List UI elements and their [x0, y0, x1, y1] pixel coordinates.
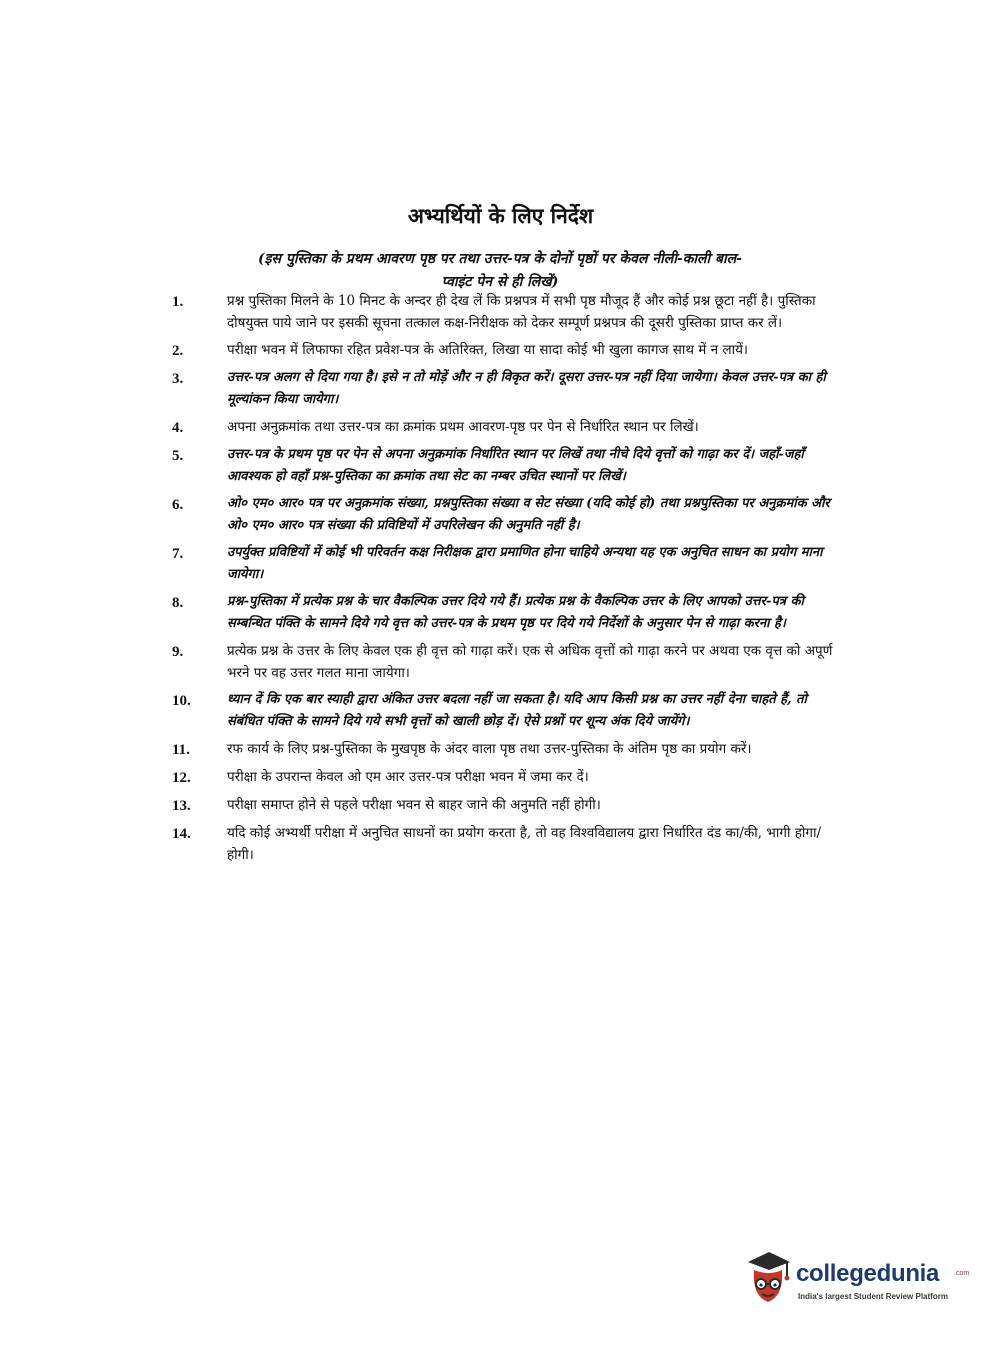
instruction-item: [172, 794, 842, 817]
page-subtitle: (इस पुस्तिका के प्रथम आवरण पृष्ठ पर तथा उत्तर-पत्र के दोनों पृष्ठों पर केवल नीली-काली बाल-प्वाइंट पेन से ही लिखें): [258, 251, 742, 290]
instruction-item: [172, 689, 842, 733]
instruction-text: ओ० एम० आर० पत्र पर अनुक्रमांक संख्या, प्रश्नपुस्तिका संख्या व सेट संख्या (यदि कोई हो) तथा प्रश्नपुस्तिका पर अनुक्रमांक और ओ० एम० आर० पत्र संख्या की प्रविष्टियों में उपरिलेखन की अनुमति नहीं है।: [227, 496, 830, 533]
instruction-number: 8.: [172, 595, 184, 611]
instruction-item: [172, 542, 842, 586]
instruction-text: परीक्षा समाप्त होने से पहले परीक्षा भवन से बाहर जाने की अनुमति नहीं होगी।: [227, 797, 601, 813]
instruction-item: [172, 416, 842, 439]
instruction-number: 7.: [172, 546, 184, 562]
watermark-tagline: India's largest Student Review Platform: [798, 1292, 948, 1301]
instruction-number: 12.: [172, 770, 191, 786]
instruction-text: रफ कार्य के लिए प्रश्न-पुस्तिका के मुखपृष्ठ के अंदर वाला पृष्ठ तथा उत्तर-पुस्तिका के अंतिम पृष्ठ का प्रयोग करें।: [227, 741, 752, 757]
instruction-text: परीक्षा भवन में लिफाफा रहित प्रवेश-पत्र के अतिरिक्त, लिखा या सादा कोई भी खुला कागज साथ में न लायें।: [227, 342, 749, 358]
instruction-text: उपर्युक्त प्रविष्टियों में कोई भी परिवर्तन कक्ष निरीक्षक द्वारा प्रमाणित होना चाहिये अन्यथा यह एक अनुचित साधन का प्रयोग माना जायेगा।: [227, 545, 823, 582]
instruction-number: 1.: [172, 294, 184, 310]
instruction-text: अपना अनुक्रमांक तथा उत्तर-पत्र का क्रमांक प्रथम आवरण-पृष्ठ पर पेन से निर्धारित स्थान पर लिखें।: [227, 419, 699, 435]
instruction-text: परीक्षा के उपरान्त केवल ओ एम आर उत्तर-पत्र परीक्षा भवन में जमा कर दें।: [227, 769, 589, 785]
instruction-item: [172, 339, 842, 362]
instruction-number: 10.: [172, 693, 191, 709]
watermark-brand: collegedunia: [796, 1260, 940, 1287]
instruction-item: [172, 591, 842, 635]
instructions-list: [172, 290, 842, 871]
instruction-item: [172, 367, 842, 411]
instruction-number: 3.: [172, 371, 184, 387]
page-title: अभ्यर्थियों के लिए निर्देश: [407, 203, 594, 228]
instruction-text: यदि कोई अभ्यर्थी परीक्षा में अनुचित साधनों का प्रयोग करता है, तो वह विश्वविद्यालय द्वारा निर्धारित दंड का/की, भागी होगा/होगी।: [227, 825, 822, 863]
watermark-dotcom: .com: [954, 1270, 970, 1277]
instruction-number: 9.: [172, 644, 184, 660]
instruction-number: 5.: [172, 448, 184, 464]
instruction-item: [172, 766, 842, 789]
instruction-item: [172, 444, 842, 488]
instruction-number: 14.: [172, 826, 191, 842]
instruction-text: उत्तर-पत्र के प्रथम पृष्ठ पर पेन से अपना अनुक्रमांक निर्धारित स्थान पर लिखें तथा नीचे दिये वृत्तों को गाढ़ा कर दें। जहाँ-जहाँ आवश्यक हो वहाँ प्रश्न-पुस्तिका का क्रमांक तथा सेट का नम्बर उचित स्थानों पर लिखें।: [227, 447, 804, 484]
instruction-number: 13.: [172, 798, 191, 814]
instruction-text: ध्यान दें कि एक बार स्याही द्वारा अंकित उत्तर बदला नहीं जा सकता है। यदि आप किसी प्रश्न का उत्तर नहीं देना चाहते हैं, तो संबंधित पंक्ति के सामने दिये गये सभी वृत्तों को खाली छोड़ दें। ऐसे प्रश्नों पर शून्य अंक दिये जायेंगे।: [227, 692, 807, 729]
collegedunia-watermark: [742, 1248, 972, 1318]
instruction-item: [172, 290, 842, 334]
instruction-text: प्रत्येक प्रश्न के उत्तर के लिए केवल एक ही वृत्त को गाढ़ा करें। एक से अधिक वृत्तों को गाढ़ा करने पर अथवा एक वृत्त को अपूर्ण भरने पर वह उत्तर गलत माना जायेगा।: [227, 643, 833, 681]
instruction-number: 6.: [172, 497, 184, 513]
instruction-number: 4.: [172, 420, 184, 436]
instruction-number: 2.: [172, 343, 184, 359]
instruction-text: उत्तर-पत्र अलग से दिया गया है। इसे न तो मोड़ें और न ही विकृत करें। दूसरा उत्तर-पत्र नहीं दिया जायेगा। केवल उत्तर-पत्र का ही मूल्यांकन किया जायेगा।: [227, 370, 826, 407]
instruction-item: [172, 822, 842, 866]
graduate-cap-face-icon: [742, 1248, 792, 1308]
instruction-item: [172, 493, 842, 537]
instruction-text: प्रश्न-पुस्तिका में प्रत्येक प्रश्न के चार वैकल्पिक उत्तर दिये गये हैं। प्रत्येक प्रश्न के वैकल्पिक उत्तर के लिए आपको उत्तर-पत्र की सम्बन्धित पंक्ति के सामने दिये गये वृत्त को उत्तर-पत्र के प्रथम पृष्ठ पर दिये गये निर्देशों के अनुसार पेन से गाढ़ा करना है।: [227, 594, 804, 631]
instruction-number: 11.: [172, 742, 190, 758]
instruction-item: [172, 738, 842, 761]
instruction-item: [172, 640, 842, 684]
instruction-text: प्रश्न पुस्तिका मिलने के 10 मिनट के अन्दर ही देख लें कि प्रश्नपत्र में सभी पृष्ठ मौजूद हैं और कोई प्रश्न छूटा नहीं है। पुस्तिका दोषयुक्त पाये जाने पर इसकी सूचना तत्काल कक्ष-निरीक्षक को देकर सम्पूर्ण प्रश्नपत्र की दूसरी पुस्तिका प्राप्त कर लें।: [227, 293, 816, 331]
